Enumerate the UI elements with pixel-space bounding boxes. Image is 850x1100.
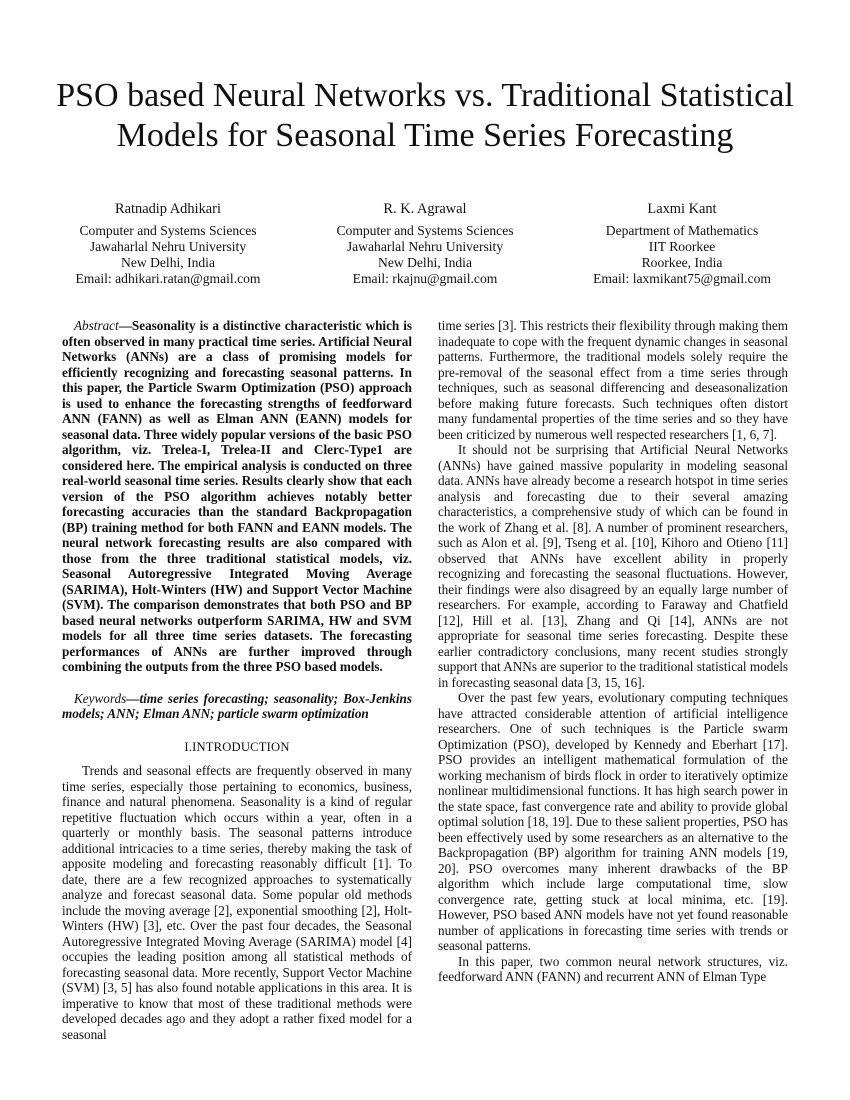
author-org: IIT Roorkee <box>648 239 716 254</box>
author-dept: Computer and Systems Sciences <box>336 223 514 238</box>
abstract-label: Abstract <box>74 318 119 333</box>
author-location: Roorkee, India <box>641 255 723 270</box>
intro-paragraph-5: In this paper, two common neural network structures, viz. feedforward ANN (FANN) and recurrent ANN of Elman Type <box>438 953 788 984</box>
author-dept: Computer and Systems Sciences <box>79 223 257 238</box>
author-org: Jawaharlal Nehru University <box>89 239 247 254</box>
intro-paragraph-3: It should not be surprising that Artificial Neural Networks (ANNs) have gained massive popularity in modeling seasonal data. ANNs have already become a research hotspot in time series analysis and forecasting due to their several amazing characteristics, a comprehensive study of which can be found in the work of Zhang et al. [8]. A number of prominent researchers, such as Alon et al. [9], Tseng et al. [10], Kihoro and Otieno [11] observed that ANNs have excellent ability in properly recognizing and forecasting the seasonal fluctuations. However, their findings were also disagreed by an equally large number of researchers. For example, according to Faraway and Chatfield [12], Hill et al. [13], Zhang and Qi [14], ANNs are not appropriate for seasonal time series forecasting. Despite these earlier contradictory conclusions, many recent studies strongly support that ANNs are superior to the traditional statistical models in forecasting seasonal data [3, 15, 16]. <box>438 442 788 690</box>
author-2 <box>297 201 553 287</box>
keywords-label: Keywords <box>74 690 127 706</box>
author-name: Laxmi Kant <box>647 201 717 217</box>
author-email: Email: adhikari.ratan@gmail.com <box>75 271 261 286</box>
keywords-text: —time series forecasting; seasonality; Box-Jenkins models; ANN; Elman ANN; particle swarm optimization <box>62 690 412 721</box>
author-org: Jawaharlal Nehru University <box>346 239 504 254</box>
author-dept: Department of Mathematics <box>605 223 759 238</box>
author-name: R. K. Agrawal <box>383 201 467 217</box>
abstract-text: —Seasonality is a distinctive characteristic which is often observed in many practical time series. Artificial Neural Networks (ANNs) are a class of promising models for efficiently recognizing and forecasting seasonal patterns. In this paper, the Particle Swarm Optimization (PSO) approach is used to enhance the forecasting strengths of feedforward ANN (FANN) as well as Elman ANN (EANN) models for seasonal data. Three widely popular versions of the basic PSO algorithm, viz. Trelea-I, Trelea-II and Clerc-Type1 are considered here. The empirical analysis is conducted on three real-world seasonal time series. Results clearly show that each version of the PSO algorithm achieves notably better forecasting accuracies than the standard Backpropagation (BP) training method for both FANN and EANN models. The neural network forecasting results are also compared with those from the three traditional statistical models, viz. Seasonal Autoregressive Integrated Moving Average (SARIMA), Holt-Winters (HW) and Support Vector Machine (SVM). The comparison demonstrates that both PSO and BP based neural networks outperform SARIMA, HW and SVM models for all three time series datasets. The forecasting performances of ANNs are further improved through combining the outputs from the three PSO based models. <box>62 318 412 674</box>
right-column <box>438 318 788 985</box>
title-line-1: PSO based Neural Networks vs. Traditional Statistical <box>56 77 794 114</box>
section-heading: I.INTRODUCTION <box>184 739 290 754</box>
abstract <box>62 318 412 675</box>
paper-title <box>40 76 810 156</box>
left-column <box>62 318 412 1042</box>
intro-paragraph-2: time series [3]. This restricts their flexibility through making them inadequate to cope with the frequent dynamic changes in seasonal patterns. Furthermore, the traditional models solely require the pre-removal of the seasonal effect from a time series through techniques, such as seasonal differencing and deseasonalization before making future forecasts. Such techniques often distort many fundamental properties of the time series and so they have been criticized by numerous well respected researchers [1, 6, 7]. <box>438 318 788 442</box>
title-line-2: Models for Seasonal Time Series Forecasting <box>116 117 734 154</box>
author-email: Email: rkajnu@gmail.com <box>352 271 498 286</box>
intro-paragraph-1: Trends and seasonal effects are frequently observed in many time series, especially those pertaining to economics, business, finance and natural phenomena. Seasonality is a kind of regular repetitive fluctuation which occurs within a year, often in a quarterly or monthly basis. The seasonal patterns introduce additional intricacies to a time series, thereby making the task of apposite modeling and forecasting reasonably difficult [1]. To date, there are a few recognized approaches to systematically analyze and forecast seasonal data. Some popular old methods include the moving average [2], exponential smoothing [2], Holt-Winters (HW) [3], etc. Over the past four decades, the Seasonal Autoregressive Integrated Moving Average (SARIMA) model [4] occupies the leading position among all statistical methods of forecasting seasonal data. More recently, Support Vector Machine (SVM) [3, 5] has also found notable applications in this area. It is imperative to know that most of these traditional methods were developed decades ago and they adopt a rather fixed model for a seasonal <box>62 763 412 1042</box>
keywords <box>62 691 412 722</box>
author-name: Ratnadip Adhikari <box>115 201 221 217</box>
intro-paragraph-4: Over the past few years, evolutionary computing techniques have attracted considerable attention of artificial intelligence researchers. One of such techniques is the Particle swarm Optimization (PSO), developed by Kennedy and Eberhart [17]. PSO provides an intelligent mathematical formulation of the working mechanism of birds flock in order to iteratively optimize nonlinear multidimensional functions. It has high search power in the state space, fast convergence rate and ability to provide global optimal solution [18, 19]. Due to these salient properties, PSO has been effectively used by some researchers as an alternative to the Backpropagation (BP) algorithm for training ANN models [19, 20]. PSO overcomes many inherent drawbacks of the BP algorithm which include large computational time, slow convergence rate, getting stuck at local minima, etc. [19]. However, PSO based ANN models have not yet found reasonable number of applications in forecasting time series with trends or seasonal patterns. <box>438 690 788 953</box>
author-1 <box>40 201 296 287</box>
author-block <box>40 201 810 287</box>
author-3 <box>554 201 810 287</box>
author-location: New Delhi, India <box>121 255 215 270</box>
author-location: New Delhi, India <box>378 255 472 270</box>
author-email: Email: laxmikant75@gmail.com <box>593 271 771 286</box>
